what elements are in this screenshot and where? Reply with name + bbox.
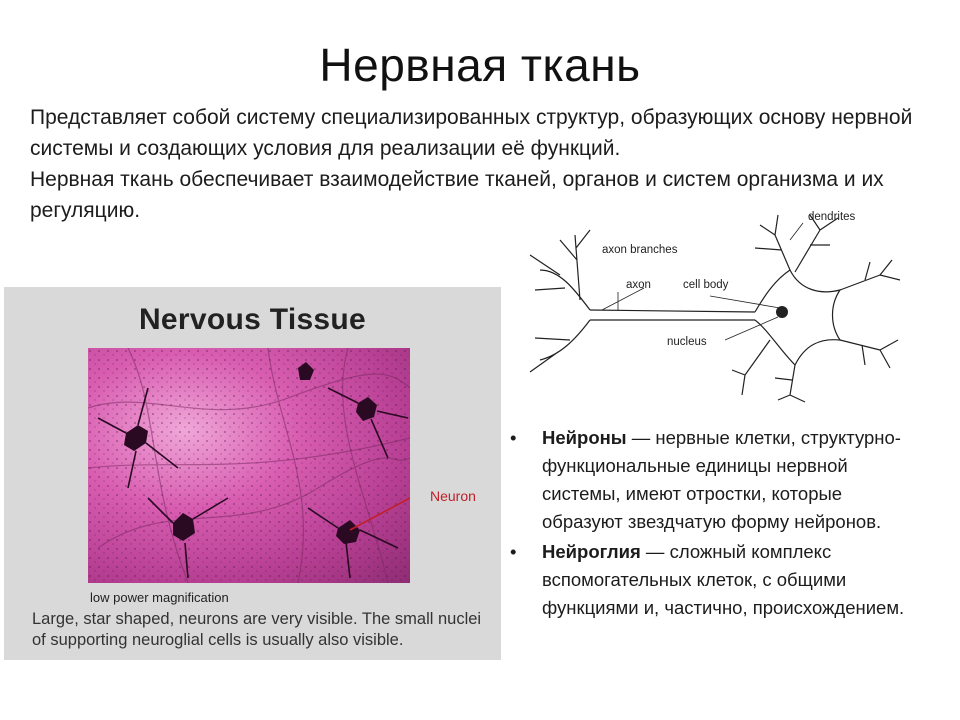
label-axon-branches: axon branches [602, 244, 678, 256]
magnification-caption: low power magnification [90, 590, 229, 605]
bullet-text: — нервные клетки, структурно-функциональные единицы нервной системы, имеют отростки, которые образуют звездчатую форму нейронов. [542, 427, 901, 532]
slide-title: Нервная ткань [319, 39, 641, 91]
list-item [510, 424, 920, 536]
bullet-term: Нейроглия [542, 541, 641, 562]
bullet-icon: • [510, 541, 517, 562]
bullet-term: Нейроны [542, 427, 627, 448]
micrograph-illustration [88, 348, 410, 583]
intro-paragraph-1: Представляет собой систему специализированных структур, образующих основу нервной системы и создающих условия для реализации её функций. [30, 106, 913, 160]
label-cell-body: cell body [683, 279, 729, 291]
neuron-diagram [520, 200, 920, 405]
bullet-text: — сложный комплекс вспомогательных клеток, с общими функциями и, частично, происхождением. [542, 541, 905, 618]
neuron-label: Neuron [430, 488, 476, 504]
photo-caption: Large, star shaped, neurons are very visible. The small nuclei of supporting neuroglial cells is usually also visible. [32, 610, 482, 649]
label-dendrites: dendrites [808, 211, 856, 223]
micrograph-image [88, 348, 410, 583]
label-axon: axon [626, 279, 651, 291]
bullet-icon: • [510, 427, 517, 448]
intro-paragraph-2: Нервная ткань обеспечивает взаимодействие тканей, органов и систем организма и их регуляцию. [30, 168, 884, 222]
label-nucleus: nucleus [667, 336, 707, 348]
definition-list [510, 424, 920, 624]
list-item [510, 538, 920, 622]
photo-title: Nervous Tissue [138, 303, 367, 336]
